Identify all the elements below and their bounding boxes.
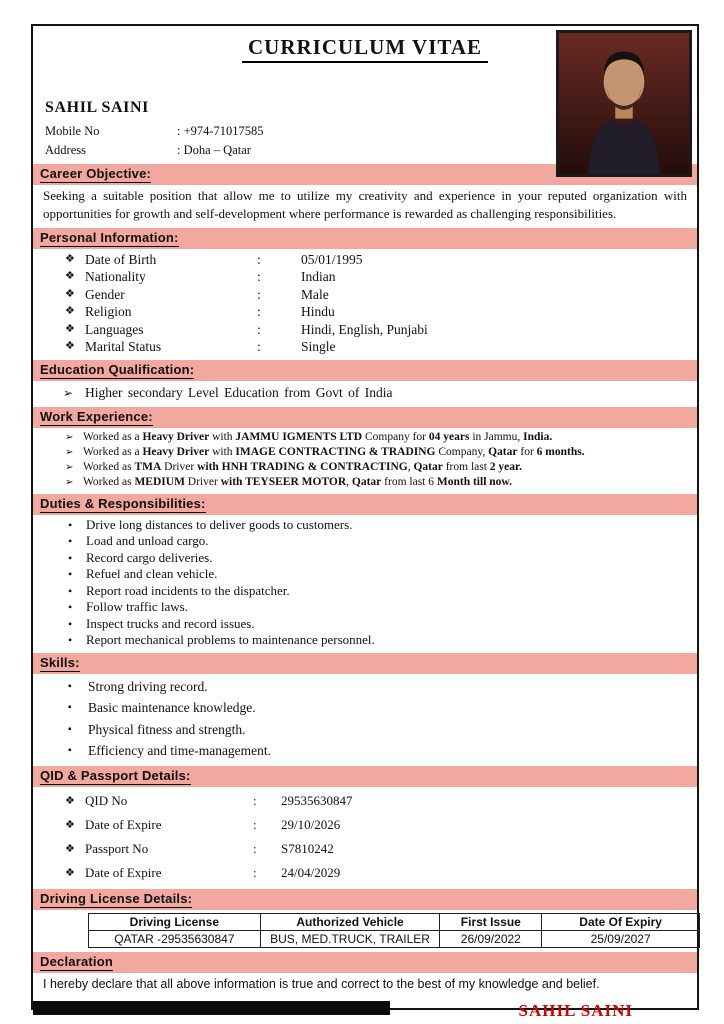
info-label: Religion <box>85 304 132 320</box>
education-text: Higher secondary Level Education from Govt of India <box>85 384 393 400</box>
diamond-bullet-icon: ❖ <box>65 270 75 283</box>
address-value: : Doha – Qatar <box>177 143 251 157</box>
declaration-text: I hereby declare that all above information is true and correct to the best of my knowledge and belief. <box>43 976 600 991</box>
arrow-bullet-icon: ➢ <box>63 385 74 400</box>
arrow-bullet-icon: ➢ <box>65 446 74 458</box>
work-experience-text: Worked as a Heavy Driver with IMAGE CONTRACTING & TRADING Company, Qatar for 6 months. <box>83 445 585 458</box>
career-objective-text: Seeking a suitable position that allow me to utilize my creativity and experience in your reputed organization with opportunities for growth and self-development where performance is rewarded as challenging responsibilities. <box>43 188 687 222</box>
info-value: Hindi, English, Punjabi <box>301 321 428 337</box>
info-label: Marital Status <box>85 339 162 355</box>
duty-text: Drive long distances to deliver goods to customers. <box>86 516 353 532</box>
colon-separator: : <box>253 840 257 856</box>
duty-item <box>41 566 689 583</box>
diamond-bullet-icon: ❖ <box>65 842 75 855</box>
qid-value: 29/10/2026 <box>281 816 341 832</box>
table-cell: BUS, MED.TRUCK, TRAILER <box>260 930 440 947</box>
dot-bullet-icon: • <box>68 567 73 582</box>
duty-text: Record cargo deliveries. <box>86 549 213 565</box>
colon-separator: : <box>257 339 261 355</box>
mobile-label: Mobile No <box>45 124 100 138</box>
section-duties <box>33 494 697 515</box>
qid-label: Date of Expire <box>85 864 162 880</box>
page-border-frame <box>31 24 699 1020</box>
table-cell: QATAR -29535630847 <box>89 930 261 947</box>
dot-bullet-icon: • <box>68 616 73 631</box>
colon-separator: : <box>257 251 261 267</box>
section-heading: Personal Information: <box>40 229 179 245</box>
info-label: Languages <box>85 321 144 337</box>
duty-text: Load and unload cargo. <box>86 533 209 549</box>
info-label: Gender <box>85 286 125 302</box>
driving-license-table <box>88 913 700 948</box>
info-value: Indian <box>301 269 336 285</box>
duty-text: Report road incidents to the dispatcher. <box>86 582 290 598</box>
personal-info-row <box>41 338 689 356</box>
square-bullet-icon: ▪ <box>68 723 72 735</box>
info-value: Single <box>301 339 336 355</box>
arrow-bullet-icon: ➢ <box>65 476 74 488</box>
colon-separator: : <box>257 304 261 320</box>
arrow-bullet-icon: ➢ <box>65 431 74 443</box>
section-qid-passport <box>33 766 697 787</box>
qid-value: S7810242 <box>281 840 334 856</box>
section-skills <box>33 653 697 674</box>
education-item <box>41 383 689 403</box>
skill-text: Basic maintenance knowledge. <box>88 700 256 716</box>
diamond-bullet-icon: ❖ <box>65 818 75 831</box>
table-cell: 25/09/2027 <box>542 930 700 947</box>
arrow-bullet-icon: ➢ <box>65 461 74 473</box>
duty-text: Report mechanical problems to maintenance personnel. <box>86 632 375 648</box>
skill-text: Physical fitness and strength. <box>88 721 246 737</box>
section-heading: QID & Passport Details: <box>40 767 191 783</box>
personal-info-row <box>41 251 689 269</box>
section-personal-information <box>33 228 697 249</box>
diamond-bullet-icon: ❖ <box>65 794 75 807</box>
duty-text: Refuel and clean vehicle. <box>86 566 218 582</box>
section-declaration <box>33 952 697 973</box>
section-heading: Duties & Responsibilities: <box>40 495 206 511</box>
work-experience-item <box>41 460 689 475</box>
colon-separator: : <box>253 816 257 832</box>
qid-passport-row <box>41 837 689 861</box>
qid-label: Passport No <box>85 840 149 856</box>
personal-info-row <box>41 268 689 286</box>
qid-passport-row <box>41 789 689 813</box>
dot-bullet-icon: • <box>68 550 73 565</box>
table-header-cell: Authorized Vehicle <box>260 913 440 930</box>
work-experience-text: Worked as a Heavy Driver with JAMMU IGMENTS LTD Company for 04 years in Jammu, India. <box>83 430 553 443</box>
personal-info-row <box>41 286 689 304</box>
dot-bullet-icon: • <box>68 583 73 598</box>
duty-item <box>41 533 689 550</box>
info-label: Nationality <box>85 269 146 285</box>
colon-separator: : <box>253 792 257 808</box>
duty-text: Inspect trucks and record issues. <box>86 615 255 631</box>
qid-label: Date of Expire <box>85 816 162 832</box>
work-experience-item <box>41 475 689 490</box>
colon-separator: : <box>253 864 257 880</box>
colon-separator: : <box>257 286 261 302</box>
info-value: 05/01/1995 <box>301 251 363 267</box>
cv-title: CURRICULUM VITAE <box>242 35 488 63</box>
table-header-cell: Date Of Expiry <box>542 913 700 930</box>
duty-text: Follow traffic laws. <box>86 599 188 615</box>
section-heading: Skills: <box>40 654 80 670</box>
duty-item <box>41 599 689 616</box>
dot-bullet-icon: • <box>68 600 73 615</box>
section-heading: Education Qualification: <box>40 361 195 377</box>
section-driving-license <box>33 889 697 910</box>
dot-bullet-icon: • <box>68 517 73 532</box>
work-experience-item <box>41 430 689 445</box>
info-label: Date of Birth <box>85 251 157 267</box>
table-header-cell: First Issue <box>440 913 542 930</box>
qid-passport-row <box>41 861 689 885</box>
table-header-cell: Driving License <box>89 913 261 930</box>
qid-label: QID No <box>85 792 128 808</box>
duty-item <box>41 632 689 649</box>
section-heading: Driving License Details: <box>40 890 193 906</box>
duties-list <box>41 517 689 649</box>
candidate-name: SAHIL SAINI <box>45 99 149 116</box>
table-cell: 26/09/2022 <box>440 930 542 947</box>
square-bullet-icon: ▪ <box>68 702 72 714</box>
personal-info-row <box>41 321 689 339</box>
diamond-bullet-icon: ❖ <box>65 340 75 353</box>
table-header-row <box>89 913 700 930</box>
qid-value: 29535630847 <box>281 792 353 808</box>
signature-name: SAHIL SAINI <box>518 1000 633 1020</box>
dot-bullet-icon: • <box>68 534 73 549</box>
portrait-photo <box>556 30 692 177</box>
personal-info-list <box>41 251 689 356</box>
personal-info-row <box>41 303 689 321</box>
duty-item <box>41 616 689 633</box>
skills-list <box>41 676 689 762</box>
qid-value: 24/04/2029 <box>281 864 341 880</box>
duty-item <box>41 517 689 534</box>
work-experience-list <box>41 430 689 490</box>
square-bullet-icon: ▪ <box>68 680 72 692</box>
address-label: Address <box>45 143 86 157</box>
work-experience-text: Worked as TMA Driver with HNH TRADING & CONTRACTING, Qatar from last 2 year. <box>83 460 522 473</box>
qid-passport-list <box>41 789 689 885</box>
diamond-bullet-icon: ❖ <box>65 305 75 318</box>
scan-artifact-bar <box>33 1001 390 1015</box>
skill-item <box>41 676 689 698</box>
skill-item <box>41 697 689 719</box>
diamond-bullet-icon: ❖ <box>65 866 75 879</box>
diamond-bullet-icon: ❖ <box>65 252 75 265</box>
section-heading: Work Experience: <box>40 408 153 424</box>
colon-separator: : <box>257 269 261 285</box>
skill-text: Efficiency and time-management. <box>88 743 272 759</box>
colon-separator: : <box>257 321 261 337</box>
qid-passport-row <box>41 813 689 837</box>
info-value: Hindu <box>301 304 335 320</box>
info-value: Male <box>301 286 329 302</box>
diamond-bullet-icon: ❖ <box>65 287 75 300</box>
diamond-bullet-icon: ❖ <box>65 322 75 335</box>
dot-bullet-icon: • <box>68 633 73 648</box>
skill-text: Strong driving record. <box>88 678 208 694</box>
education-list <box>41 383 689 403</box>
skill-item <box>41 740 689 762</box>
skill-item <box>41 719 689 741</box>
section-heading: Career Objective: <box>40 166 152 181</box>
table-row <box>89 930 700 947</box>
square-bullet-icon: ▪ <box>68 745 72 757</box>
mobile-value: : +974-71017585 <box>177 124 264 138</box>
section-heading: Declaration <box>40 953 114 969</box>
duty-item <box>41 583 689 600</box>
portrait-photo-graphic <box>559 33 689 174</box>
work-experience-text: Worked as MEDIUM Driver with TEYSEER MOTOR, Qatar from last 6 Month till now. <box>83 475 512 488</box>
section-education <box>33 360 697 381</box>
section-work-experience <box>33 407 697 428</box>
duty-item <box>41 550 689 567</box>
work-experience-item <box>41 445 689 460</box>
